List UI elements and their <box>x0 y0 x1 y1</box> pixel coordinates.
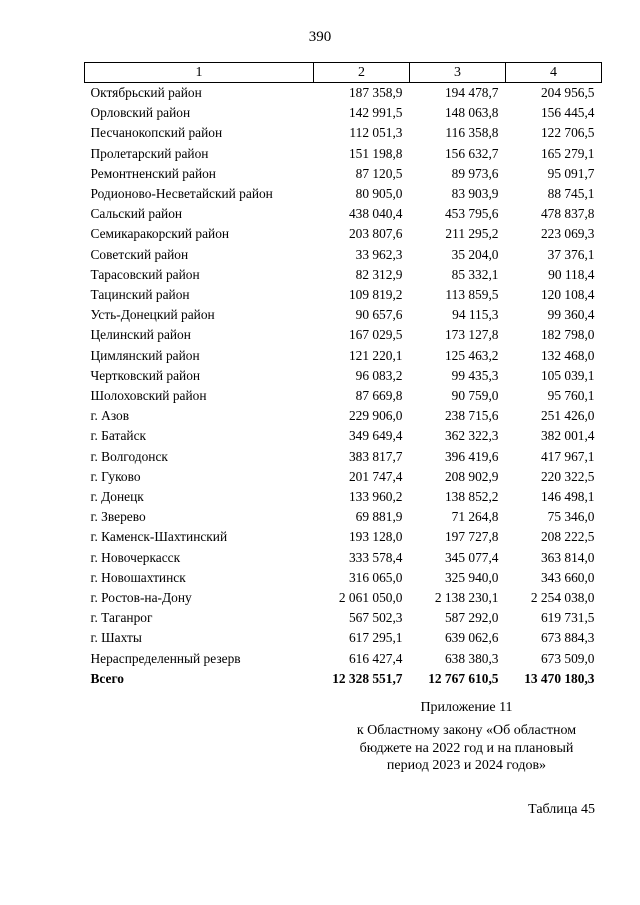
row-value-cell: 112 051,3 <box>349 125 403 141</box>
row-value-cell: 148 063,8 <box>444 105 499 121</box>
table-header <box>85 63 602 83</box>
table-row <box>85 608 602 628</box>
row-value-cell: 316 065,0 <box>348 569 403 585</box>
table-row <box>85 447 602 467</box>
row-value-cell: 90 118,4 <box>548 266 595 282</box>
column-header: 4 <box>506 63 602 83</box>
row-name-cell: Нераспределенный резерв <box>90 650 241 666</box>
table-row <box>85 649 602 669</box>
row-name-cell: г. Волгодонск <box>90 448 168 464</box>
row-value-cell: 616 427,4 <box>348 650 403 666</box>
row-name-cell: Ремонтненский район <box>90 165 216 181</box>
row-name-cell: г. Таганрог <box>90 610 153 626</box>
row-value-cell: 133 960,2 <box>348 489 403 505</box>
row-value-cell: 333 578,4 <box>348 549 403 565</box>
row-value-cell: 617 295,1 <box>348 630 403 646</box>
table-row <box>85 406 602 426</box>
table-row <box>85 527 602 547</box>
budget-table <box>84 62 602 689</box>
row-value-cell: 187 358,9 <box>348 85 403 100</box>
row-value-cell: 120 108,4 <box>540 287 595 303</box>
table-row <box>85 366 602 386</box>
row-value-cell: 87 120,5 <box>355 165 403 181</box>
row-name-cell: г. Батайск <box>90 428 147 444</box>
row-value-cell: 99 360,4 <box>547 307 595 323</box>
row-value-cell: 203 807,6 <box>348 226 403 242</box>
row-value-cell: 80 905,0 <box>355 186 403 202</box>
row-value-cell: 173 127,8 <box>444 327 499 343</box>
row-value-cell: 362 322,3 <box>444 428 499 444</box>
row-value-cell: 33 962,3 <box>355 246 403 262</box>
table-body <box>85 83 602 690</box>
row-name-cell: Всего <box>90 670 124 686</box>
row-value-cell: 138 852,2 <box>444 489 499 505</box>
row-value-cell: 90 759,0 <box>451 388 499 404</box>
row-name-cell: Тацинский район <box>90 287 190 303</box>
row-value-cell: 71 264,8 <box>451 509 499 525</box>
row-value-cell: 383 817,7 <box>348 448 403 464</box>
row-value-cell: 95 760,1 <box>547 388 595 404</box>
row-value-cell: 325 940,0 <box>444 569 499 585</box>
table-row <box>85 123 602 143</box>
row-name-cell: Песчанокопский район <box>90 125 223 141</box>
row-value-cell: 208 222,5 <box>540 529 595 545</box>
row-value-cell: 363 814,0 <box>540 549 595 565</box>
row-value-cell: 13 470 180,3 <box>524 670 595 686</box>
row-value-cell: 125 463,2 <box>444 347 499 363</box>
row-value-cell: 343 660,0 <box>540 569 595 585</box>
table-row <box>85 487 602 507</box>
row-value-cell: 85 332,1 <box>451 266 499 282</box>
row-value-cell: 122 706,5 <box>540 125 595 141</box>
table-row <box>85 184 602 204</box>
row-value-cell: 105 039,1 <box>540 367 595 383</box>
row-name-cell: Цимлянский район <box>90 347 200 363</box>
row-name-cell: Целинский район <box>90 327 191 343</box>
table-row <box>85 548 602 568</box>
row-value-cell: 116 358,8 <box>445 125 499 141</box>
row-value-cell: 197 727,8 <box>444 529 499 545</box>
row-name-cell: г. Новошахтинск <box>90 569 186 585</box>
total-row <box>85 669 602 689</box>
table-row <box>85 386 602 406</box>
row-name-cell: Чертковский район <box>90 367 201 383</box>
row-name-cell: г. Зверево <box>90 509 146 525</box>
row-name-cell: г. Донецк <box>90 489 144 505</box>
row-value-cell: 208 902,9 <box>444 468 499 484</box>
row-name-cell: Пролетарский район <box>90 145 209 161</box>
row-value-cell: 37 376,1 <box>547 246 595 262</box>
row-value-cell: 204 956,5 <box>540 85 595 100</box>
row-value-cell: 194 478,7 <box>444 85 499 100</box>
row-value-cell: 151 198,8 <box>348 145 403 161</box>
row-value-cell: 639 062,6 <box>444 630 499 646</box>
row-value-cell: 88 745,1 <box>547 186 595 202</box>
table-row <box>85 426 602 446</box>
row-value-cell: 211 295,2 <box>445 226 499 242</box>
table-row <box>85 265 602 285</box>
row-value-cell: 251 426,0 <box>540 408 595 424</box>
row-value-cell: 345 077,4 <box>444 549 499 565</box>
row-value-cell: 238 715,6 <box>444 408 499 424</box>
row-value-cell: 132 468,0 <box>540 347 595 363</box>
row-value-cell: 638 380,3 <box>444 650 499 666</box>
row-name-cell: Сальский район <box>90 206 183 222</box>
table-row <box>85 83 602 104</box>
row-name-cell: Родионово-Несветайский район <box>90 186 273 202</box>
row-value-cell: 417 967,1 <box>540 448 595 464</box>
row-value-cell: 95 091,7 <box>547 165 595 181</box>
column-header: 2 <box>314 63 410 83</box>
row-value-cell: 478 837,8 <box>540 206 595 222</box>
row-value-cell: 156 445,4 <box>540 105 595 121</box>
row-value-cell: 89 973,6 <box>451 165 499 181</box>
table-row <box>85 346 602 366</box>
table-row <box>85 224 602 244</box>
row-value-cell: 673 884,3 <box>540 630 595 646</box>
row-value-cell: 182 798,0 <box>540 327 595 343</box>
row-value-cell: 146 498,1 <box>540 489 595 505</box>
row-value-cell: 87 669,8 <box>355 388 403 404</box>
table-row <box>85 164 602 184</box>
row-value-cell: 619 731,5 <box>540 610 595 626</box>
row-value-cell: 349 649,4 <box>348 428 403 444</box>
table-row <box>85 305 602 325</box>
row-name-cell: г. Новочеркасск <box>90 549 181 565</box>
page-number: 390 <box>308 29 332 45</box>
row-name-cell: г. Ростов-на-Дону <box>90 590 192 606</box>
row-name-cell: Семикаракорский район <box>90 226 230 242</box>
row-value-cell: 99 435,3 <box>451 367 499 383</box>
table-row <box>85 325 602 345</box>
row-value-cell: 35 204,0 <box>451 246 499 262</box>
table-row <box>85 628 602 648</box>
appendix-title: Приложение 11 <box>420 700 513 715</box>
row-name-cell: Усть-Донецкий район <box>90 307 215 323</box>
row-name-cell: г. Гуково <box>90 468 141 484</box>
table-row <box>85 568 602 588</box>
row-value-cell: 121 220,1 <box>348 347 403 363</box>
row-value-cell: 167 029,5 <box>348 327 403 343</box>
row-value-cell: 75 346,0 <box>547 509 595 525</box>
row-value-cell: 83 903,9 <box>451 186 499 202</box>
row-value-cell: 567 502,3 <box>348 610 403 626</box>
row-name-cell: Советский район <box>90 246 189 262</box>
table-row <box>85 507 602 527</box>
row-value-cell: 109 819,2 <box>348 287 403 303</box>
table-row <box>85 467 602 487</box>
table-row <box>85 204 602 224</box>
row-value-cell: 69 881,9 <box>355 509 403 525</box>
header-row <box>85 63 602 83</box>
row-value-cell: 193 128,0 <box>348 529 403 545</box>
row-value-cell: 82 312,9 <box>355 266 403 282</box>
row-value-cell: 396 419,6 <box>444 448 499 464</box>
row-value-cell: 2 138 230,1 <box>434 590 499 606</box>
row-value-cell: 12 767 610,5 <box>428 670 499 686</box>
row-name-cell: Шолоховский район <box>90 388 207 404</box>
row-value-cell: 673 509,0 <box>540 650 595 666</box>
row-value-cell: 113 859,5 <box>445 287 499 303</box>
appendix-text: к Областному закону «Об областном бюджете на 2022 год и на плановый период 2023 и 2024 годов» <box>356 723 577 773</box>
row-value-cell: 229 906,0 <box>348 408 403 424</box>
row-value-cell: 382 001,4 <box>540 428 595 444</box>
table-row <box>85 588 602 608</box>
row-name-cell: г. Шахты <box>90 630 142 646</box>
row-value-cell: 220 322,5 <box>540 468 595 484</box>
row-name-cell: Тарасовский район <box>90 266 200 282</box>
table-row <box>85 144 602 164</box>
column-header: 1 <box>85 63 314 83</box>
row-value-cell: 438 040,4 <box>348 206 403 222</box>
row-value-cell: 223 069,3 <box>540 226 595 242</box>
row-value-cell: 12 328 551,7 <box>332 670 403 686</box>
row-value-cell: 142 991,5 <box>348 105 403 121</box>
row-value-cell: 156 632,7 <box>444 145 499 161</box>
row-value-cell: 201 747,4 <box>348 468 403 484</box>
row-value-cell: 2 254 038,0 <box>530 590 595 606</box>
row-name-cell: г. Каменск-Шахтинский <box>90 529 228 545</box>
table-row <box>85 103 602 123</box>
table-row <box>85 285 602 305</box>
row-name-cell: г. Азов <box>90 408 130 424</box>
column-header: 3 <box>410 63 506 83</box>
row-name-cell: Орловский район <box>90 105 191 121</box>
table-row <box>85 245 602 265</box>
row-value-cell: 165 279,1 <box>540 145 595 161</box>
table-label: Таблица 45 <box>528 802 595 817</box>
row-value-cell: 2 061 050,0 <box>338 590 403 606</box>
row-value-cell: 94 115,3 <box>452 307 499 323</box>
row-value-cell: 587 292,0 <box>444 610 499 626</box>
row-value-cell: 90 657,6 <box>355 307 403 323</box>
row-value-cell: 96 083,2 <box>355 367 403 383</box>
row-value-cell: 453 795,6 <box>444 206 499 222</box>
row-name-cell: Октябрьский район <box>90 85 202 100</box>
